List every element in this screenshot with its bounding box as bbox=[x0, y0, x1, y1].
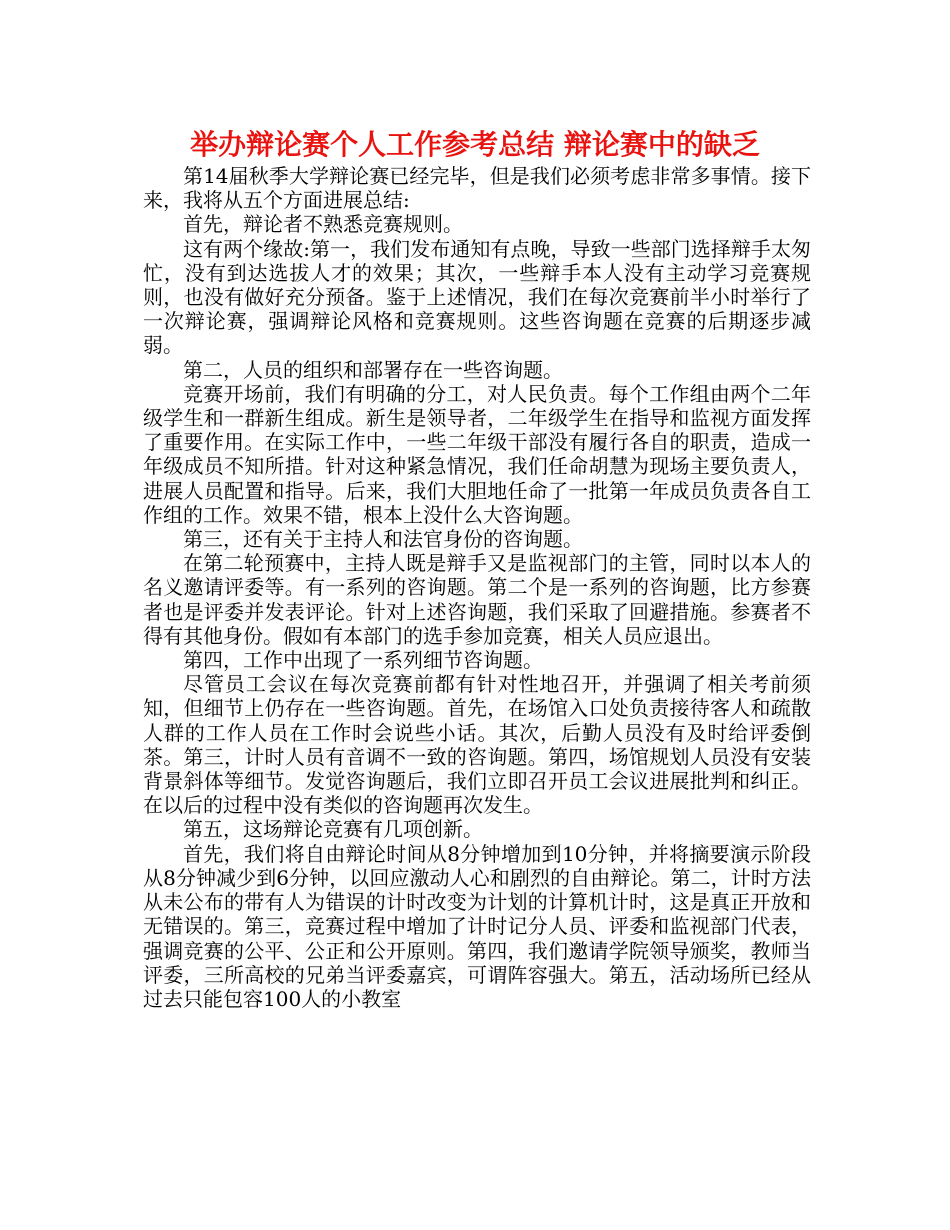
paragraph: 第三，还有关于主持人和法官身份的咨询题。 bbox=[183, 527, 583, 552]
paragraph: 尽管员工会议在每次竞赛前都有针对性地召开，并强调了相关考前须知，但细节上仍存在一些咨询题。首先，在场馆入口处负责接待客人和疏散人群的工作人员在工作时会说些小话。其次，后勤人员没有及时给评委倒茶。第三，计时人员有音调不一致的咨询题。第四，场馆规划人员没有安装背景斜体等细节。发觉咨询题后，我们立即召开员工会议进展批判和纠正。在以后的过程中没有类似的咨询题再次发生。 bbox=[143, 672, 811, 818]
paragraph: 第二，人员的组织和部署存在一些咨询题。 bbox=[183, 357, 563, 382]
paragraph: 第四，工作中出现了一系列细节咨询题。 bbox=[183, 648, 543, 673]
paragraph: 这有两个缘故:第一，我们发布通知有点晚，导致一些部门选择辩手太匆忙，没有到达选拔人才的效果；其次，一些辩手本人没有主动学习竞赛规则，也没有做好充分预备。鉴于上述情况，我们在每次竞赛前半小时举行了一次辩论赛，强调辩论风格和竞赛规则。这些咨询题在竞赛的后期逐步减弱。 bbox=[143, 236, 811, 358]
paragraph: 首先，我们将自由辩论时间从8分钟增加到10分钟，并将摘要演示阶段从8分钟减少到6分钟，以回应激动人心和剧烈的自由辩论。第二，计时方法从未公布的带有人为错误的计时改变为计划的计算机计时，这是真正开放和无错误的。第三，竞赛过程中增加了计时记分人员、评委和监视部门代表，强调竞赛的公平、公正和公开原则。第四，我们邀请学院领导颁奖，教师当评委，三所高校的兄弟当评委嘉宾，可谓阵容强大。第五，活动场所已经从过去只能包容100人的小教室 bbox=[143, 841, 811, 1011]
paragraph: 竞赛开场前，我们有明确的分工，对人民负责。每个工作组由两个二年级学生和一群新生组成。新生是领导者，二年级学生在指导和监视方面发挥了重要作用。在实际工作中，一些二年级干部没有履行各自的职责，造成一年级成员不知所措。针对这种紧急情况，我们任命胡慧为现场主要负责人，进展人员配置和指导。后来，我们大胆地任命了一批第一年成员负责各自工作组的工作。效果不错，根本上没什么大咨询题。 bbox=[143, 381, 811, 527]
document-body bbox=[143, 164, 811, 1011]
paragraph: 在第二轮预赛中，主持人既是辩手又是监视部门的主管，同时以本人的名义邀请评委等。有一系列的咨询题。第二个是一系列的咨询题，比方参赛者也是评委并发表评论。针对上述咨询题，我们采取了回避措施。参赛者不得有其他身份。假如有本部门的选手参加竞赛，相关人员应退出。 bbox=[143, 551, 811, 648]
paragraph: 第14届秋季大学辩论赛已经完毕，但是我们必须考虑非常多事情。接下来，我将从五个方面进展总结: bbox=[143, 164, 811, 213]
paragraph: 首先，辩论者不熟悉竞赛规则。 bbox=[183, 212, 463, 237]
document-title: 举办辩论赛个人工作参考总结 辩论赛中的缺乏 bbox=[190, 128, 760, 161]
paragraph: 第五，这场辩论竞赛有几项创新。 bbox=[183, 817, 483, 842]
